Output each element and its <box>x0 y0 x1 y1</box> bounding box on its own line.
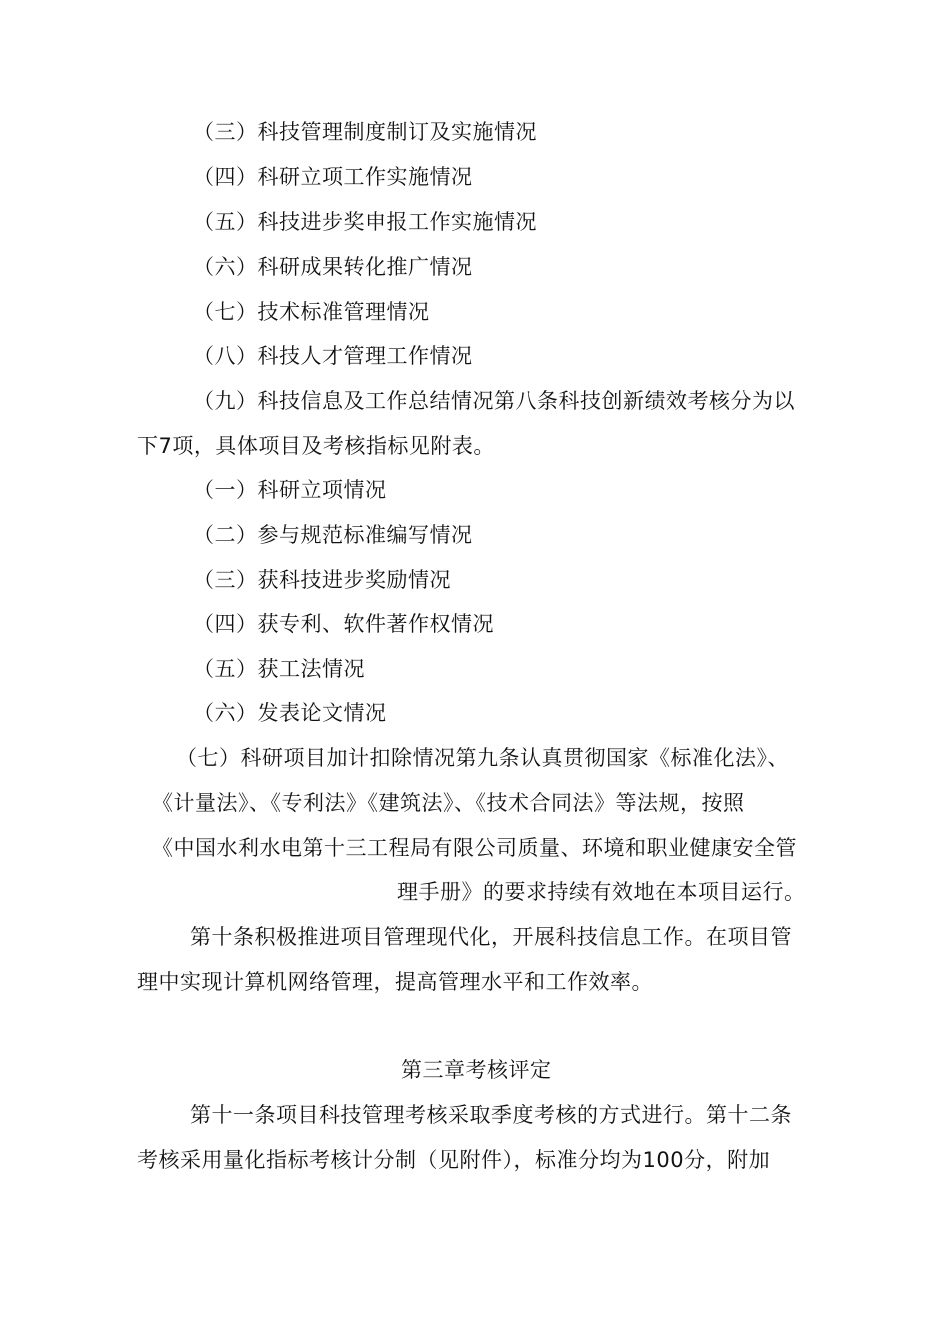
text-line: （四）科研立项工作实施情况 <box>193 165 473 189</box>
text-line: （六）发表论文情况 <box>193 701 387 725</box>
text-line: 考核采用量化指标考核计分制（见附件），标准分均为100分，附加 <box>137 1148 771 1172</box>
text-line: 第十条积极推进项目管理现代化，开展科技信息工作。在项目管 <box>190 925 792 949</box>
text-line: （七）科研项目加计扣除情况第九条认真贯彻国家《标准化法》、 <box>176 746 789 770</box>
text-line: （三）科技管理制度制订及实施情况 <box>193 120 537 144</box>
text-line: 《中国水利水电第十三工程局有限公司质量、环境和职业健康安全管 <box>152 836 797 860</box>
text-line: （五）科技进步奖申报工作实施情况 <box>193 210 537 234</box>
text-line: （六）科研成果转化推广情况 <box>193 255 473 279</box>
text-line: （一）科研立项情况 <box>193 478 387 502</box>
text-line: （九）科技信息及工作总结情况第八条科技创新绩效考核分为以 <box>193 389 795 413</box>
text-line: 《计量法》、《专利法》《建筑法》、《技术合同法》等法规，按照 <box>152 791 745 815</box>
text-line: 理中实现计算机网络管理，提高管理水平和工作效率。 <box>137 970 653 994</box>
text-line: 理手册》的要求持续有效地在本项目运行。 <box>397 880 806 904</box>
text-line: 下7项，具体项目及考核指标见附表。 <box>137 434 495 458</box>
text-line: （四）获专利、软件著作权情况 <box>193 612 494 636</box>
chapter-heading: 第三章考核评定 <box>401 1058 552 1082</box>
text-line: 第十一条项目科技管理考核采取季度考核的方式进行。第十二条 <box>190 1103 792 1127</box>
text-line: （五）获工法情况 <box>193 657 365 681</box>
text-line: （三）获科技进步奖励情况 <box>193 568 451 592</box>
text-line: （七）技术标准管理情况 <box>193 300 430 324</box>
text-line: （八）科技人才管理工作情况 <box>193 344 473 368</box>
text-line: （二）参与规范标准编写情况 <box>193 523 473 547</box>
